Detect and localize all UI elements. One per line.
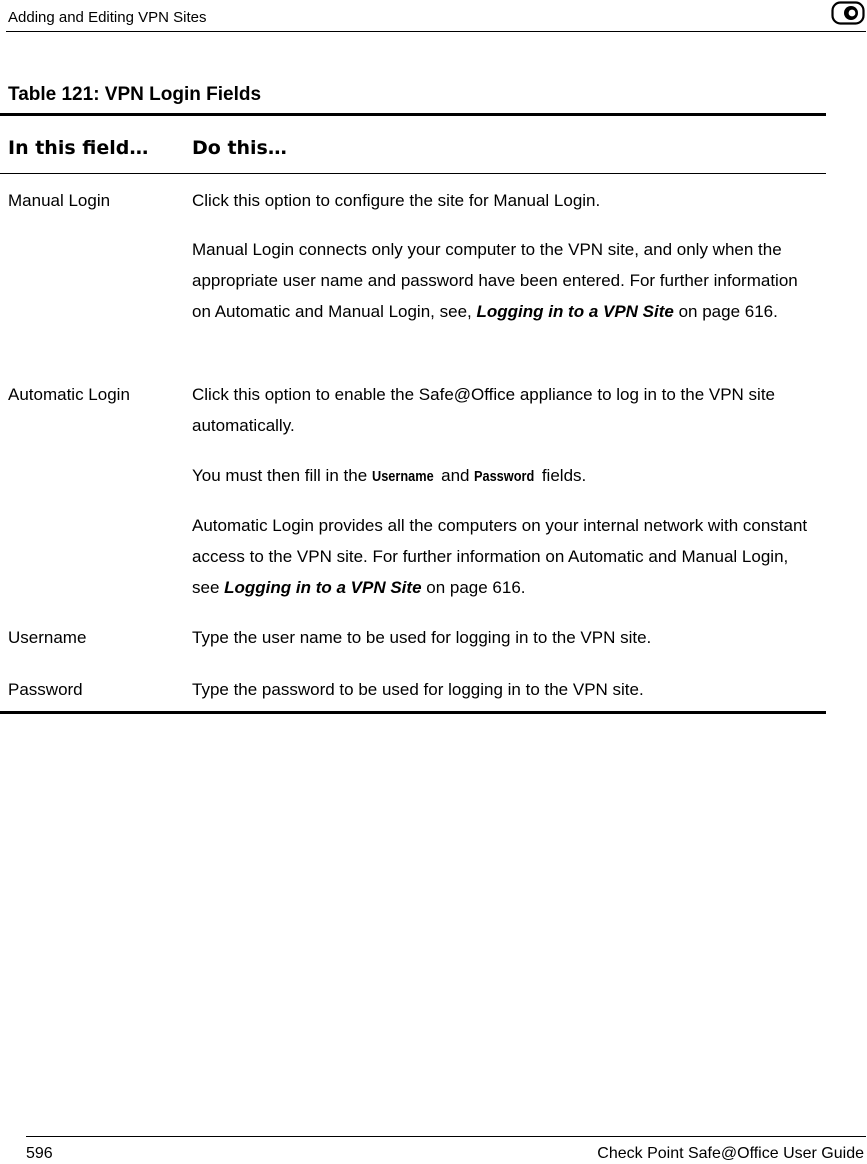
requirement-text: You must then fill in the — [192, 466, 372, 485]
check-point-logo-icon — [831, 1, 865, 25]
table-bottom-rule — [0, 711, 826, 714]
field-password: Password — [8, 680, 83, 699]
page-number: 596 — [26, 1145, 53, 1162]
section-title: Adding and Editing VPN Sites — [8, 9, 207, 26]
password-ui-label: Password — [474, 468, 535, 485]
column-header-action: Do this… — [192, 137, 287, 159]
username-instruction: Type the user name to be used for logging in to the VPN site. — [192, 628, 652, 647]
page-header — [6, 0, 866, 32]
requirement-suffix: fields. — [537, 466, 587, 485]
header-separator-rule — [0, 173, 826, 174]
requirement-conjunction: and — [436, 466, 475, 485]
cross-reference-link[interactable]: Logging in to a VPN Site — [224, 578, 422, 597]
automatic-login-requirement — [192, 460, 817, 492]
manual-login-instruction: Click this option to configure the site for Manual Login. — [192, 191, 601, 210]
field-username: Username — [8, 628, 87, 647]
field-manual-login: Manual Login — [8, 191, 111, 210]
field-automatic-login: Automatic Login — [8, 385, 130, 404]
table-top-rule — [0, 113, 826, 116]
manual-login-description — [192, 234, 817, 327]
description-text: Automatic Login provides all the computers on your internal network with constant access to the VPN site. For further information on Automatic and Manual Login, see — [192, 516, 808, 597]
password-instruction: Type the password to be used for logging in to the VPN site. — [192, 680, 644, 699]
automatic-login-instruction: Click this option to enable the Safe@Office appliance to log in to the VPN site automatically. — [192, 385, 776, 435]
column-header-field: In this field… — [8, 137, 149, 159]
username-ui-label: Username — [371, 468, 434, 485]
page-footer — [26, 1136, 866, 1164]
cross-reference-link[interactable]: Logging in to a VPN Site — [476, 302, 674, 321]
description-text: Manual Login connects only your computer to the VPN site, and only when the appropriate user name and password have been entered. For further information on Automatic and Manual Login, see, — [192, 240, 798, 321]
guide-title: Check Point Safe@Office User Guide — [597, 1145, 864, 1162]
table-title: Table 121: VPN Login Fields — [8, 84, 262, 105]
automatic-login-description — [192, 510, 817, 603]
page-reference: on page 616. — [421, 578, 526, 597]
page-reference: on page 616. — [673, 302, 778, 321]
